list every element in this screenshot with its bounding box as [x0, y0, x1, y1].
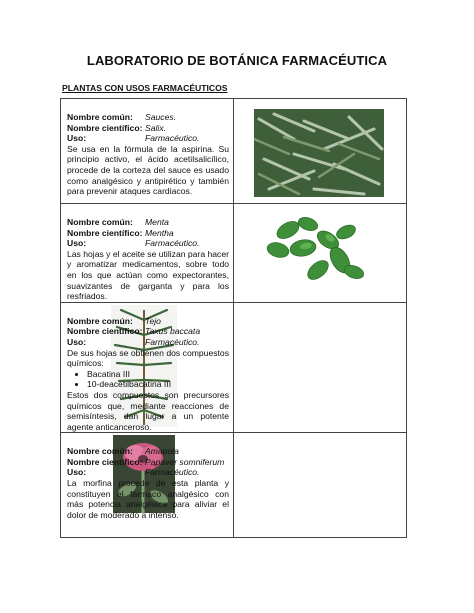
plant-description-continued: Estos dos compuestos son precursores químicos que, mediante reacciones de semisíntesis, dan lugar a un potente agente anticanceroso.	[67, 389, 229, 432]
page-title: LABORATORIO DE BOTÁNICA FARMACÉUTICA	[86, 53, 388, 68]
table-row	[61, 204, 407, 303]
plant-description: La morfina procede de esta planta y constituyen el fármaco analgésico con más potencia analgésica para aliviar el dolor de moderado a intenso.	[67, 478, 229, 520]
plant-image-cell	[234, 302, 407, 433]
plant-description-cell	[61, 433, 234, 538]
use-label: Uso:	[67, 467, 87, 478]
common-name-label: Nombre común:	[67, 315, 133, 326]
mint-sprig-photo	[258, 210, 374, 290]
plant-image-cell	[234, 99, 407, 204]
compound-list	[67, 369, 229, 390]
plant-description: Las hojas y el aceite se utilizan para hacer y aromatizar medicamentos, sobre todo en los que actúan como expectorantes, suavizantes de garganta y para los resfriados.	[67, 248, 229, 302]
common-name-value: Sauces.	[145, 112, 177, 122]
plants-table	[60, 98, 407, 538]
table-row	[61, 302, 407, 433]
use-label: Uso:	[67, 336, 87, 347]
use-value: Farmacéutico.	[145, 467, 200, 478]
common-name-value: Amapola	[145, 446, 179, 457]
common-name-value: Menta	[145, 217, 169, 227]
use-value: Farmacéutico.	[145, 238, 200, 249]
use-label: Uso:	[67, 238, 87, 249]
scientific-name-value: Papaver somniferum	[145, 456, 225, 467]
scientific-name-value: Salix.	[145, 122, 167, 133]
willow-leaves-photo	[254, 109, 384, 197]
use-label: Uso:	[67, 133, 87, 144]
scientific-name-label: Nombre científico:	[67, 122, 143, 133]
scientific-name-label: Nombre científico:	[67, 456, 143, 467]
plant-description-cell	[61, 204, 234, 303]
scientific-name-value: Taxus baccata	[145, 326, 201, 337]
section-subtitle: PLANTAS CON USOS FARMACÉUTICOS	[62, 83, 228, 93]
plant-image-cell	[234, 433, 407, 538]
plant-image-cell	[234, 204, 407, 303]
use-value: Farmacéutico.	[145, 133, 200, 144]
common-name-label: Nombre común:	[67, 446, 133, 457]
list-item: • 10-deacetilbacatina III	[87, 379, 229, 390]
plant-description: De sus hojas se obtienen dos compuestos químicos:	[67, 347, 229, 369]
scientific-name-label: Nombre científico:	[67, 227, 143, 238]
plant-description-cell	[61, 99, 234, 204]
scientific-name-label: Nombre científico:	[67, 326, 143, 337]
plant-description-cell	[61, 302, 234, 433]
common-name-label: Nombre común:	[67, 217, 133, 227]
use-value: Farmacéutico.	[145, 336, 200, 347]
table-row	[61, 99, 407, 204]
scientific-name-value: Mentha	[145, 227, 174, 238]
common-name-label: Nombre común:	[67, 112, 133, 122]
table-row	[61, 433, 407, 538]
plant-description: Se usa en la fórmula de la aspirina. Su principio activo, el ácido acetilsalicílico, procede de la corteza del sauce es usado como analgésico y antipirético y también para prevenir ataques cardiacos.	[67, 143, 229, 197]
common-name-value: Tejo	[145, 315, 161, 326]
list-item: • Bacatina III	[87, 369, 229, 380]
